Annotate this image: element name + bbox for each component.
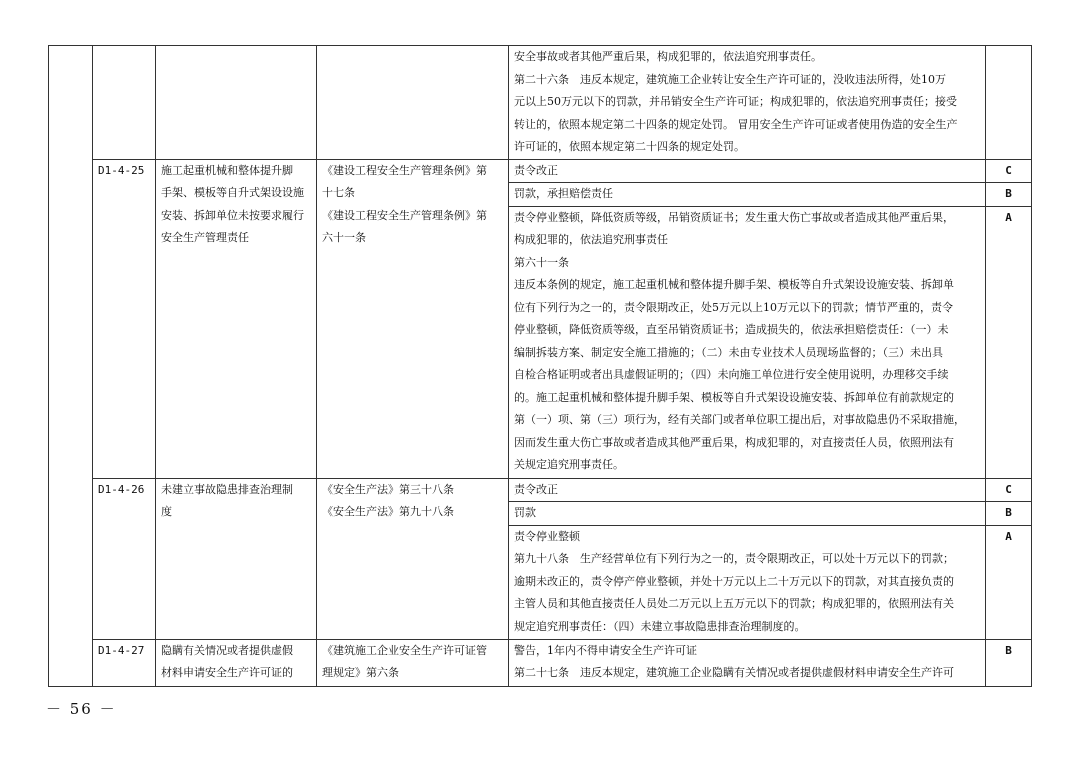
text-line: 第六十一条: [514, 255, 569, 269]
item-cell: [156, 46, 317, 160]
text-line: 自检合格证明或者出具虚假证明的；（四）未向施工单位进行安全使用说明，办理移交手续: [514, 368, 949, 381]
text-line: 责令停业整顿，降低资质等级，吊销资质证书；发生重大伤亡事故或者造成其他严重后果，: [514, 210, 954, 224]
basis-cell: [317, 478, 509, 639]
text-line: 十七条: [322, 186, 355, 199]
text-line: 隐瞒有关情况或者提供虚假: [161, 643, 293, 657]
text-line: 《建设工程安全生产管理条例》第: [322, 163, 487, 177]
text-line: 停业整顿，降低资质等级，直至吊销资质证书；造成损失的，依法承担赔偿责任：（一）未: [514, 323, 949, 336]
text-line: 责令停业整顿: [514, 529, 580, 543]
text-line: 安全生产管理责任: [161, 231, 249, 244]
grade-cell: B: [986, 183, 1032, 207]
text-line: 第二十七条 违反本规定，建筑施工企业隐瞒有关情况或者提供虚假材料申请安全生产许可: [514, 666, 954, 679]
penalty-cell: 罚款，承担赔偿责任: [509, 183, 986, 207]
text-line: 主管人员和其他直接责任人员处二万元以上五万元以下的罚款；构成犯罪的，依照刑法有关: [514, 597, 954, 610]
grade-cell: [986, 46, 1032, 160]
text-line: 材料申请安全生产许可证的: [161, 666, 293, 679]
text-line: 元以上50万元以下的罚款，并吊销安全生产许可证；构成犯罪的，依法追究刑事责任；接受: [514, 95, 957, 108]
text-line: 《建设工程安全生产管理条例》第: [322, 208, 487, 222]
text-line: 安全事故或者其他严重后果，构成犯罪的，依法追究刑事责任。: [514, 50, 822, 63]
penalty-cell: 责令改正: [509, 478, 986, 502]
item-cell: [156, 639, 317, 686]
text-line: 施工起重机械和整体提升脚: [161, 163, 293, 177]
text-line: 安装、拆卸单位未按要求履行: [161, 208, 304, 222]
text-line: 《建筑施工企业安全生产许可证管: [322, 643, 487, 657]
grade-cell: B: [986, 502, 1032, 526]
text-line: 未建立事故隐患排查治理制: [161, 482, 293, 496]
penalty-cell: 罚款: [509, 502, 986, 526]
text-line: 转让的，依照本规定第二十四条的规定处罚。 冒用安全生产许可证或者使用伪造的安全生产: [514, 117, 958, 131]
code-cell: D1-4-27: [93, 639, 156, 686]
basis-cell: [317, 46, 509, 160]
penalty-cell: [509, 525, 986, 639]
penalty-cell: 责令改正: [509, 159, 986, 183]
code-cell: D1-4-25: [93, 159, 156, 478]
penalty-cell: [509, 46, 986, 160]
table-row: [49, 46, 1032, 160]
text-line: 《安全生产法》第九十八条: [322, 505, 454, 518]
text-line: 的。施工起重机械和整体提升脚手架、模板等自升式架设设施安装、拆卸单位有前款规定的: [514, 390, 954, 404]
table-row: [49, 478, 1032, 502]
grade-cell: B: [986, 639, 1032, 686]
basis-cell: [317, 639, 509, 686]
text-line: 编制拆装方案、制定安全施工措施的；（二）未由专业技术人员现场监督的；（三）未出具: [514, 345, 943, 359]
text-line: 《安全生产法》第三十八条: [322, 482, 454, 496]
text-line: 六十一条: [322, 231, 366, 244]
grade-cell: A: [986, 206, 1032, 478]
text-line: 关规定追究刑事责任。: [514, 458, 624, 471]
text-line: 第（一）项、第（三）项行为，经有关部门或者单位职工提出后，对事故隐患仍不采取措施，: [514, 413, 965, 426]
text-line: 位有下列行为之一的，责令限期改正，处5万元以上10万元以下的罚款；情节严重的，责令: [514, 300, 953, 314]
text-line: 许可证的，依照本规定第二十四条的规定处罚。: [514, 140, 745, 153]
text-line: 构成犯罪的，依法追究刑事责任: [514, 233, 668, 246]
text-line: 第二十六条 违反本规定，建筑施工企业转让安全生产许可证的，没收违法所得，处10万: [514, 72, 946, 86]
penalty-cell: [509, 206, 986, 478]
grade-cell: A: [986, 525, 1032, 639]
page-number: － 56 －: [46, 700, 117, 718]
code-cell: [93, 46, 156, 160]
text-line: 度: [161, 505, 172, 518]
grade-cell: C: [986, 478, 1032, 502]
penalty-table: [48, 45, 1032, 687]
item-cell: [156, 159, 317, 478]
table-row: [49, 159, 1032, 183]
grade-cell: C: [986, 159, 1032, 183]
text-line: 警告，1年内不得申请安全生产许可证: [514, 643, 697, 657]
text-line: 逾期未改正的，责令停产停业整顿，并处十万元以上二十万元以下的罚款，对其直接负责的: [514, 574, 954, 588]
code-cell: D1-4-26: [93, 478, 156, 639]
text-line: 手架、模板等自升式架设设施: [161, 186, 304, 199]
margin-column: [49, 46, 93, 687]
table-row: [49, 639, 1032, 686]
text-line: 违反本条例的规定，施工起重机械和整体提升脚手架、模板等自升式架设设施安装、拆卸单: [514, 278, 954, 291]
basis-cell: [317, 159, 509, 478]
text-line: 第九十八条 生产经营单位有下列行为之一的，责令限期改正，可以处十万元以下的罚款；: [514, 552, 954, 565]
item-cell: [156, 478, 317, 639]
text-line: 规定追究刑事责任：（四）未建立事故隐患排查治理制度的。: [514, 619, 806, 633]
penalty-cell: [509, 639, 986, 686]
text-line: 理规定》第六条: [322, 666, 399, 679]
text-line: 因而发生重大伤亡事故或者造成其他严重后果，构成犯罪的，对直接责任人员，依照刑法有: [514, 435, 954, 449]
